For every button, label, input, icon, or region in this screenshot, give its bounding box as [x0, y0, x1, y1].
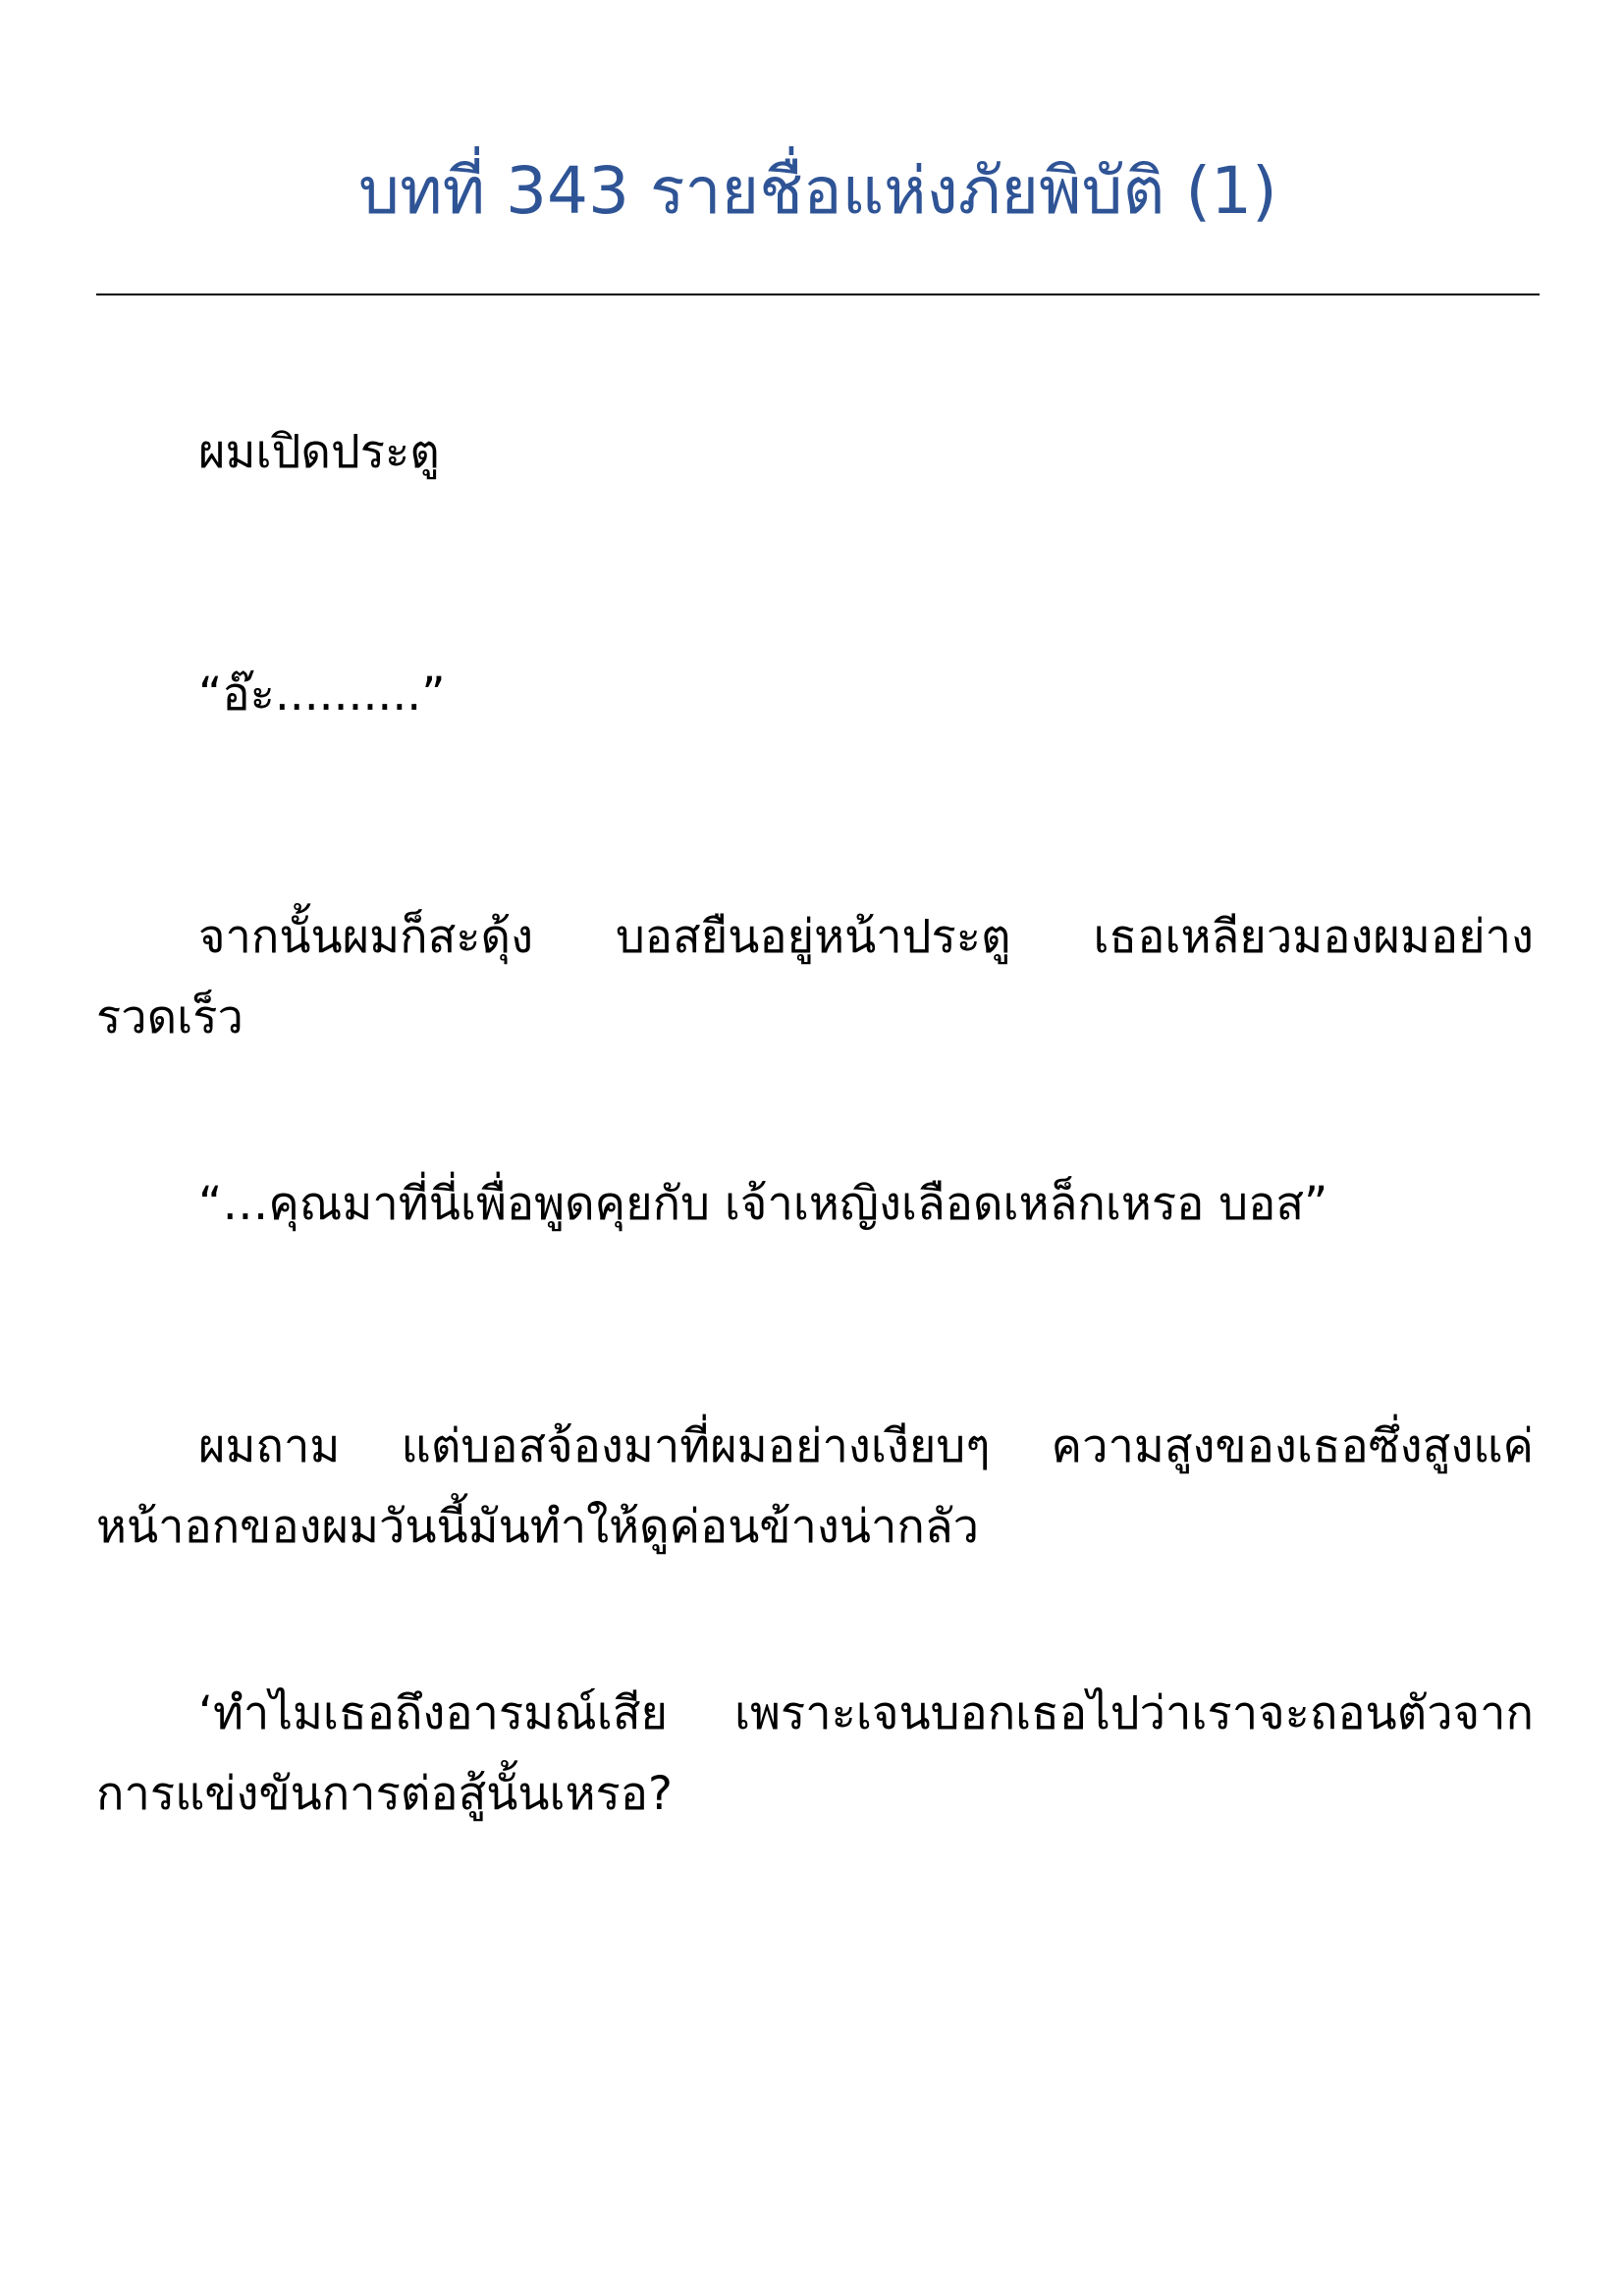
title-divider [96, 294, 1540, 295]
document-body [96, 412, 1534, 1941]
paragraph-4: “…คุณมาที่นี่เพื่อพูดคุยกับ เจ้าเหญิงเลือดเหล็กเหรอ บอส” [198, 1177, 1328, 1231]
paragraph-1: ผมเปิดประตู [198, 425, 440, 479]
paragraph-2: “อ๊ะ..........” [198, 667, 446, 721]
paragraph-5: ผมถาม แต่บอสจ้องมาที่ผมอย่างเงียบๆ ความสูงของเธอซึ่งสูงแค่หน้าอกของผมวันนี้มันทำให้ดูค่อนข้างน่ากลัว [96, 1419, 1534, 1554]
chapter-title: บทที่ 343 รายชื่อแห่งภัยพิบัติ (1) [358, 153, 1277, 229]
paragraph-6: ‘ทำไมเธอถึงอารมณ์เสีย เพราะเจนบอกเธอไปว่าเราจะถอนตัวจากการแข่งขันการต่อสู้นั้นเหรอ? [96, 1686, 1534, 1821]
paragraph-3: จากนั้นผมก็สะดุ้ง บอสยืนอยู่หน้าประตู เธอเหลียวมองผมอย่างรวดเร็ว [96, 910, 1534, 1044]
